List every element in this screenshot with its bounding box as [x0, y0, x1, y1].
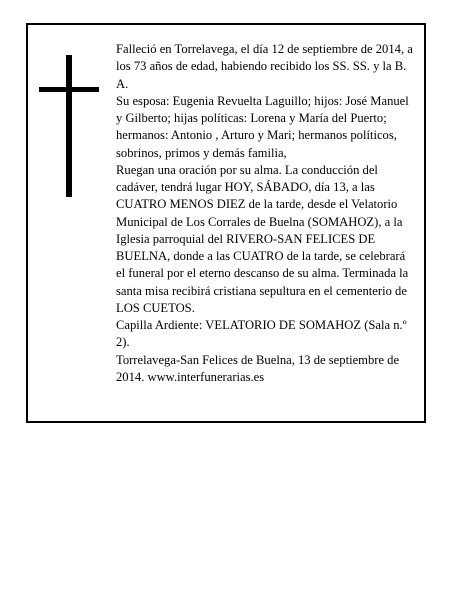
- notice-text: [116, 41, 416, 386]
- notice-paragraph-place-date: Torrelavega-San Felices de Buelna, 13 de septiembre de 2014. www.interfunerarias.es: [116, 352, 400, 384]
- latin-cross-icon: [39, 55, 99, 197]
- cross-vertical-bar: [66, 55, 72, 197]
- notice-paragraph-death: Falleció en Torrelavega, el día 12 de septiembre de 2014, a los 73 años de edad, habiendo recibido los SS. SS. y la B. A.: [116, 42, 413, 91]
- obituary-notice: [26, 23, 426, 423]
- notice-paragraph-chapel: Capilla Ardiente: VELATORIO DE SOMAHOZ (Sala n.º 2).: [116, 318, 407, 350]
- notice-paragraph-funeral: Ruegan una oración por su alma. La conducción del cadáver, tendrá lugar HOY, SÁBADO, día 13, a las CUATRO MENOS DIEZ de la tarde, desde el Velatorio Municipal de Los Corrales de Buelna (SOMAHOZ), a la Iglesia parroquial del RIVERO-SAN FELICES DE BUELNA, donde a las CUATRO de la tarde, se celebrará el funeral por el eterno descanso de su alma. Terminada la santa misa recibirá cristiana sepultura en el cementerio de LOS CUETOS.: [116, 162, 409, 315]
- notice-paragraph-family: Su esposa: Eugenia Revuelta Laguillo; hijos: José Manuel y Gilberto; hijas políticas: Lorena y María del Puerto; hermanos: Antonio , Arturo y Mari; hermanos políticos, sobrinos, primos y demás familia,: [116, 93, 409, 160]
- cross-horizontal-bar: [39, 87, 99, 92]
